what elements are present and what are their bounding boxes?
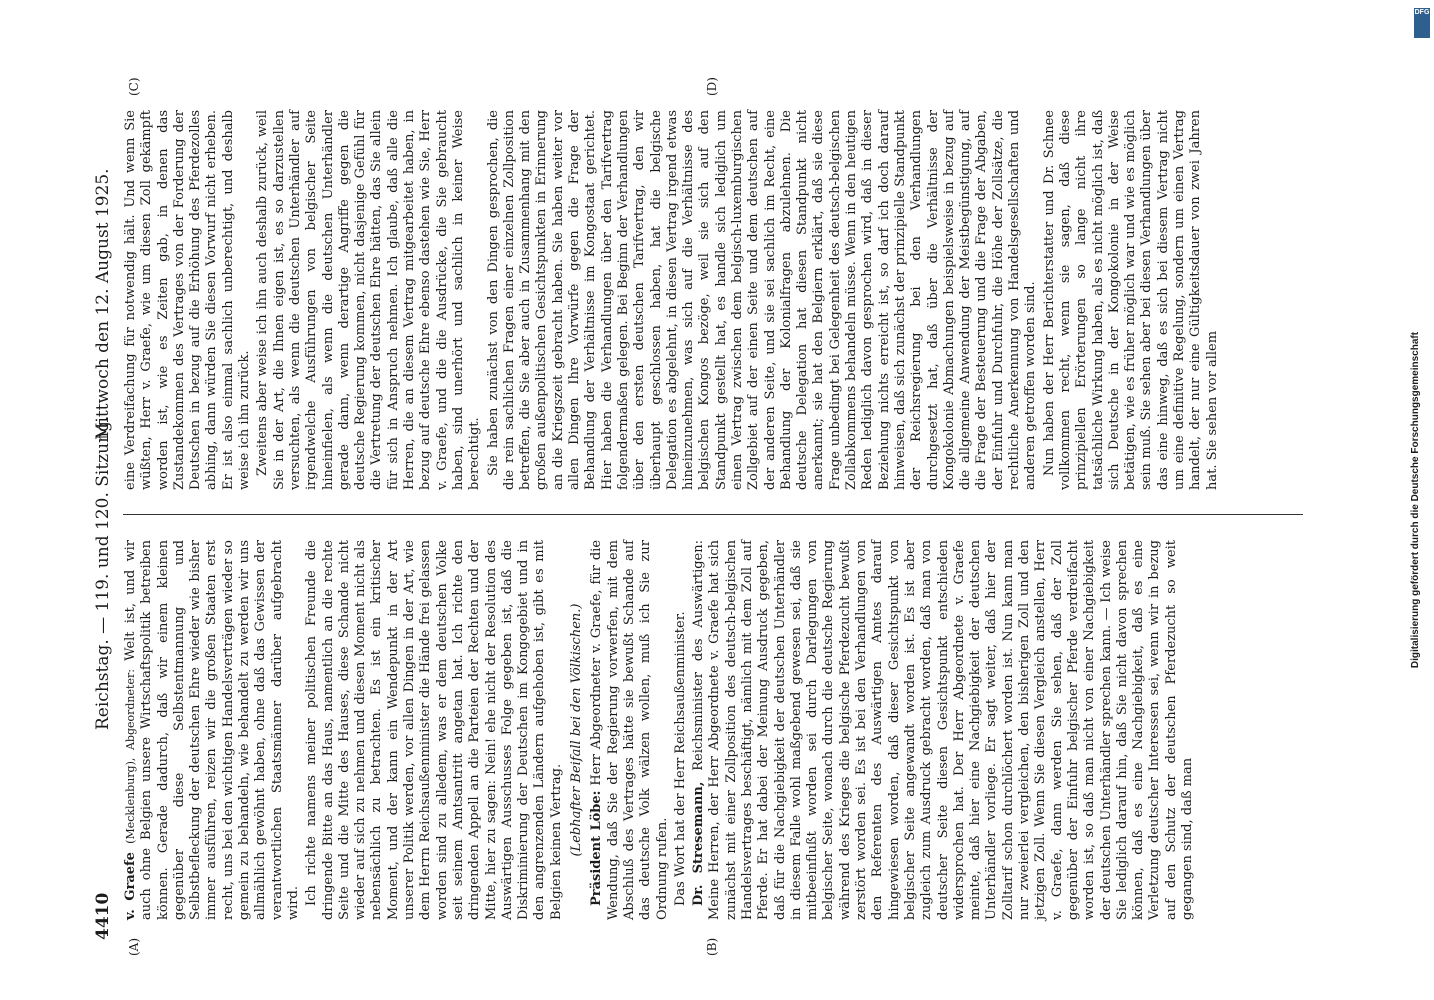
credit-text: Digitalisierung gefördert durch die Deutsche Forschungsgemeinschaft <box>1410 331 1421 669</box>
paragraph: Zweitens aber weise ich ihn auch deshalb zurück, weil Sie in der Art, die Ihnen eigen ist, es so darzustellen versuchten, als wenn die deutschen Unterhändler auf irgendwelche Ausführungen von belgischer Seite hineinfielen, als wenn die deutschen Unterhändler gerade dann, wenn derartige Angriffe gegen die deutsche Regierung kommen, nicht dasjenige Gefühl für die Vertretung der deutschen Ehre hätten, das Sie allein für sich in Anspruch nehmen. Ich glaube, daß alle die Herren, die an diesem Vertrag mitgearbeitet haben, in bezug auf deutsche Ehre ebenso dastehen wie Sie, Herr v. Graefe, und die die Ausdrücke, die Sie gebraucht haben, sind unerhört und sachlich in keiner Weise berechtigt. <box>255 110 483 490</box>
text-column-left <box>123 540 1198 920</box>
page-number: 4410 <box>93 892 113 940</box>
session-title: Reichstag. — 119. und 120. Sitzung. <box>93 415 113 730</box>
paragraph: Ich richte namens meiner politischen Freunde die dringende Bitte an das Haus, namentlich an die rechte Seite und die Mitte des Hauses, diese Schande nicht wieder auf sich zu nehmen und diesen Moment nicht als nebensächlich zu betrachten. Es ist ein kritischer Moment, und der kann ein Wendepunkt in der Art unserer Politik werden, vor allen Dingen in der Art, wie dem Herrn Reichsaußenminister die Hände frei gelassen worden sind zu alledem, was er dem deutschen Volke seit seinem Amtsantritt angetan hat. Ich richte den dringenden Appell an die Parteien der Rechten und der Mitte, hier zu sagen: Nein! ehe nicht der Resolution des Auswärtigen Ausschusses Folge gegeben ist, daß die Diskriminierung der Deutschen im Kongogebiet und in den angrenzenden Ländern aufgehoben ist, gibt es mit Belgien keinen Vertrag. <box>304 540 564 920</box>
margin-marker-a: (A) <box>127 937 141 956</box>
paragraph <box>589 540 670 920</box>
speaker-name: v. Graefe <box>123 852 138 920</box>
applause-note: (Lebhafter Beifall bei den Völkischen.) <box>569 603 585 857</box>
session-date: Mittwoch den 12. August 1925. <box>93 168 113 440</box>
column-divider <box>123 514 1303 515</box>
page-header <box>93 80 121 940</box>
paragraph: Nun haben der Herr Berichterstatter und Dr. Schnee vollkommen recht, wenn sie sagen, daß diese prinzipiellen Erörterungen so lange nicht ihre tatsächliche Wirkung haben, als es nicht möglich ist, daß sich Deutsche in der Kongokolonie in der Weise betätigen, wie es früher möglich war und wie es möglich sein muß. Sie sehen aber bei diesen Verhandlungen über das eine hinweg, daß es sich bei diesem Vertrag nicht um eine definitive Regelung, sondern um einen Vertrag handelt, der nur eine Gültigkeitsdauer von zwei Jahren hat. Sie sehen vor allem <box>1041 110 1220 490</box>
paragraph-text: Reichsminister des Auswärtigen: Meine Herren, der Herr Abgeordnete v. Graefe hat sich zunächst mit einer Zollposition des deutsch-belgischen Handelsvertrages beschäftigt, nämlich mit dem Zoll auf Pferde. Er hat dabei der Meinung Ausdruck gegeben, daß für die Nachgiebigkeit der deutschen Unterhändler in diesem Falle wohl maßgebend gewesen sei, daß sie mitbeeinflußt worden sei durch Darlegungen von belgischer Seite, wonach durch die deutsche Regierung während des Krieges die belgische Pferdezucht bewußt zerstört worden sei. Es ist bei den Verhandlungen von den Referenten des Auswärtigen Amtes darauf hingewiesen worden, daß dieser Gesichtspunkt von belgischer Seite angewandt worden ist. Es ist aber zugleich zum Ausdruck gebracht worden, daß man von deutscher Seite diesen Gesichtspunkt entschieden widersprochen hat. Der Herr Abgeordnete v. Graefe meinte, daß hier eine Nachgiebigkeit der deutschen Unterhändler vorliege. Er sagt weiter, daß hier der Zolltarif schon durchlöchert worden ist. Nun kann man nur zweierlei vergleichen, den bisherigen Zoll und den jetzigen Zoll. Wenn Sie diesen Vergleich anstellen, Herr v. Graefe, dann werden Sie sehen, daß der Zoll gegenüber der Einfuhr belgischer Pferde verdreifacht worden ist, so daß man nicht von einer Nachgiebigkeit der deutschen Unterhändler sprechen kann. — Ich weise Sie lediglich darauf hin, daß Sie nicht davon sprechen können, daß es eine Nachgiebigkeit, daß es eine Verletzung deutscher Interessen sei, wenn wir in bezug auf den Schutz der deutschen Pferdezucht so weit gegangen sind, daß man <box>691 540 1195 920</box>
rotated-page-content <box>85 60 1325 960</box>
paragraph: eine Verdreifachung für notwendig hält. Und wenn Sie wüßten, Herr v. Graefe, wie um diesen Zoll gekämpft worden ist, wie es Zeiten gab, in denen das Zustandekommen des Vertrages von der Forderung der Deutschen in bezug auf die Erhöhung des Pferdezolles abhing, dann würden Sie diesen Vorwurf nicht erheben. Er ist also einmal sachlich unberechtigt, und deshalb weise ich ihn zurück. <box>123 110 253 490</box>
text-column-right <box>123 110 1223 490</box>
paragraph <box>123 540 302 920</box>
margin-marker-c: (C) <box>127 77 141 96</box>
speaker-name: Dr. Stresemann, <box>691 781 707 906</box>
digitization-credit <box>1408 30 1428 970</box>
paragraph: Sie haben zunächst von den Dingen gesprochen, die die rein sachlichen Fragen einer einzelnen Zollposition betreffen, die Sie aber auch in Zusammenhang mit den großen außenpolitischen Gesichtspunkten in Erinnerung an die Kriegszeit gebracht haben. Sie haben weiter vor allen Dingen Ihre Vorwürfe gegen die Frage der Behandlung der Verhältnisse im Kongostaat gerichtet. Hier haben die Verhandlungen über den Tarifvertrag folgendermaßen gelegen. Bei Beginn der Verhandlungen über den ersten deutschen Tarifvertrag, den wir überhaupt geschlossen haben, hat die belgische Delegation es abgelehnt, in diesen Vertrag irgend etwas hineinzunehmen, was sich auf die Verhältnisse des belgischen Kongos bezöge, weil sie sich auf den Standpunkt gestellt hat, es handle sich lediglich um einen Vertrag zwischen dem belgisch-luxemburgischen Zollgebiet auf der einen Seite und dem deutschen auf der anderen Seite, und sie sei sachlich im Recht, eine Behandlung der Kolonialfragen abzulehnen. Die deutsche Delegation hat diesen Standpunkt nicht anerkannt; sie hat den Belgiern erklärt, daß sie diese Frage unbedingt bei Gelegenheit des deutsch-belgischen Zollabkommens behandeln müsse. Wenn in den heutigen Reden lediglich davon gesprochen wird, daß in dieser Beziehung nichts erreicht ist, so darf ich doch darauf hinweisen, daß sich zunächst der prinzipielle Standpunkt der Reichsregierung bei den Verhandlungen durchgesetzt hat, daß über die Verhältnisse der Kongokolonie Abmachungen beispielsweise in bezug auf die allgemeine Anwendung der Meistbegünstigung, auf die Frage der Besteuerung und die Frage der Abgaben, der Einfuhr und Durchfuhr, die Höhe der Zollsätze, die rechtliche Anerkennung von Handelsgesellschaften und anderen getroffen worden sind. <box>485 110 1039 490</box>
dfg-logo: DFG <box>1414 8 1430 38</box>
speaker-party: (Mecklenburg), Abgeordneter: <box>124 669 137 844</box>
speaker-name: Präsident Löbe: <box>589 790 605 906</box>
paragraph-text: Welt ist, und wir auch ohne Belgien unsere Wirtschaftspolitik betreiben können. Gerade dadurch, daß wir einem kleinen gegenüber diese Selbstentmannung und Selbstbefleckung der deutschen Ehre wieder wie bisher immer ausführen, reizen wir die großen Staaten erst recht, uns bei den wichtigen Handelsverträgen wieder so gemein zu behandeln, wie behandelt zu werden wir uns allmählich gewöhnt haben, ohne daß das Gewissen der verantwortlichen Staatsmänner darüber aufgebracht wird. <box>123 540 301 920</box>
margin-marker-b: (B) <box>705 937 719 956</box>
paragraph: Das Wort hat der Herr Reichsaußenminister. <box>672 611 688 906</box>
margin-marker-d: (D) <box>705 77 719 96</box>
paragraph-text: Herr Abgeordneter v. Graefe, für die Wendung, daß Sie der Regierung vorwerfen, mit dem Abschluß des Vertrages hätte sie bewußt Schande auf das deutsche Volk wälzen wollen, muß ich Sie zur Ordnung rufen. <box>589 539 670 920</box>
paragraph <box>691 540 1196 920</box>
